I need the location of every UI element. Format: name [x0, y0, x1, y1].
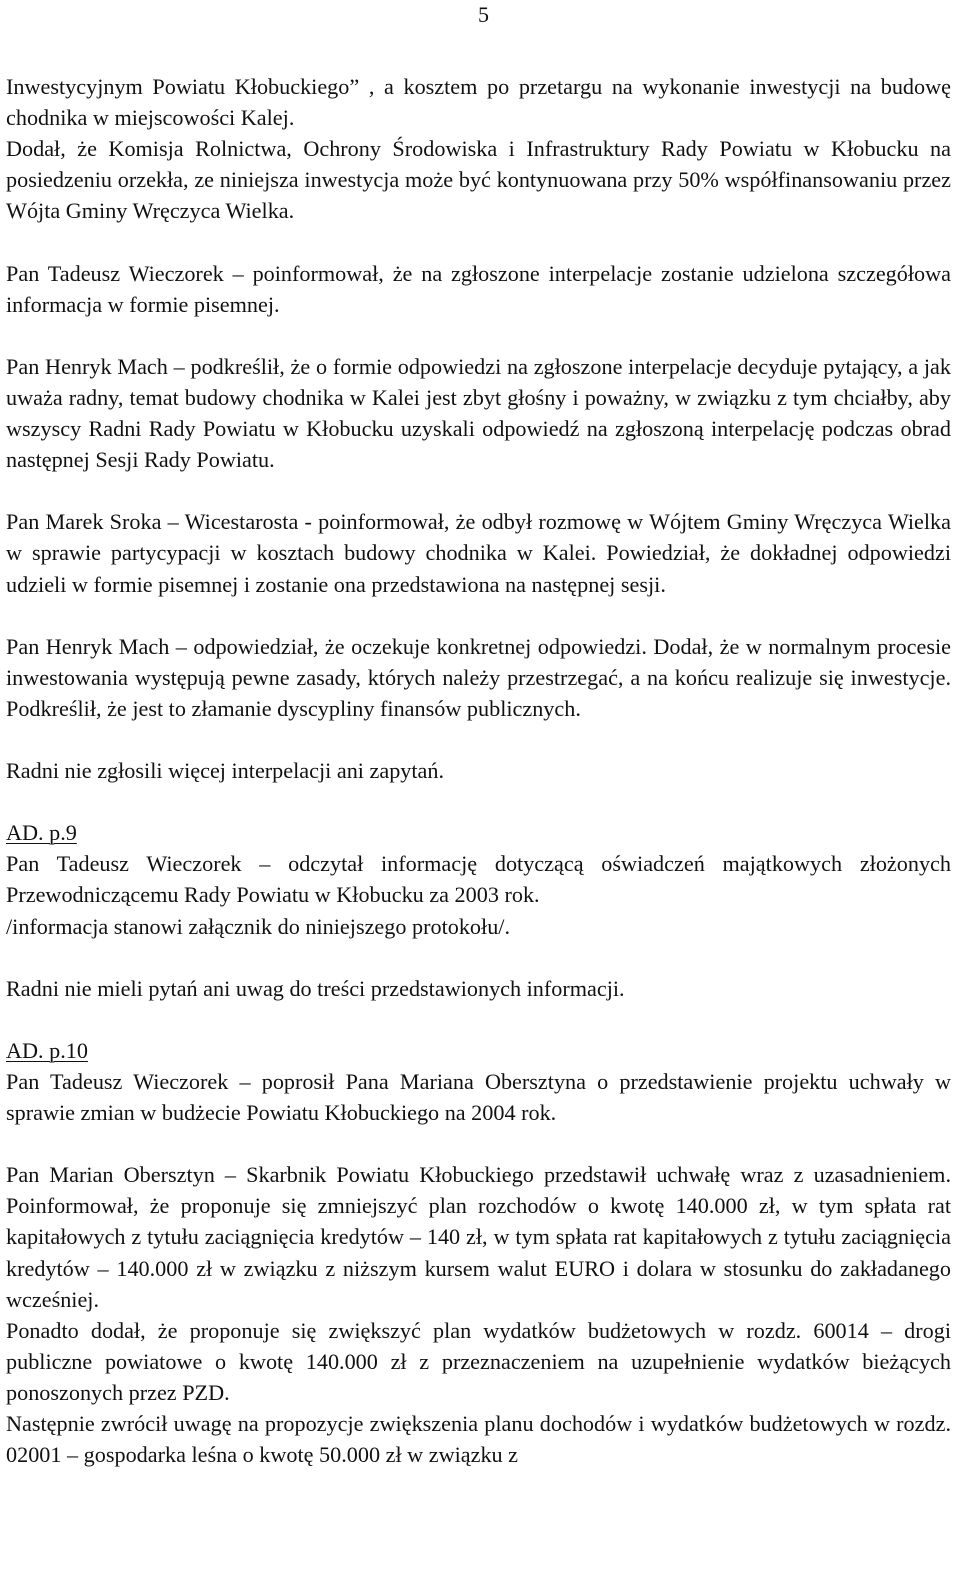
paragraph-6: Pan Henryk Mach – odpowiedział, że oczekuje konkretnej odpowiedzi. Dodał, że w normalnym procesie inwestowania występują pewne zasady, których należy przestrzegać, a na końcu realizuje się inwestycje. Podkreślił, że jest to złamanie dyscypliny finansów publicznych.: [6, 633, 951, 721]
page-number: 5: [478, 2, 489, 27]
spacer: [6, 786, 951, 817]
paragraph-5: Pan Marek Sroka – Wicestarosta - poinformował, że odbył rozmowę w Wójtem Gminy Wręczyca Wielka w sprawie partycypacji w kosztach budowy chodnika w Kalei. Powiedział, że dokładnej odpowiedzi udzieli w formie pisemnej i zostanie ona przedstawiona na następnej sesji.: [6, 509, 951, 597]
spacer: [6, 475, 951, 506]
spacer: [6, 226, 951, 257]
spacer: [6, 724, 951, 755]
paragraph-7: Radni nie zgłosili więcej interpelacji ani zapytań.: [6, 758, 445, 784]
paragraph-4: Pan Henryk Mach – podkreślił, że o formie odpowiedzi na zgłoszone interpelacje decyduje pytający, a jak uważa radny, temat budowy chodnika w Kalei jest zbyt głośny i poważny, w związku z tym chciałby, aby wszyscy Radni Rady Powiatu w Kłobucku uzyskali odpowiedź na zgłoszoną interpelację podczas obrad następnej Sesji Rady Powiatu.: [6, 353, 951, 473]
spacer: [6, 320, 951, 351]
paragraph-9: /informacja stanowi załącznik do niniejszego protokołu/.: [6, 913, 510, 939]
paragraph-10: Radni nie mieli pytań ani uwag do treści przedstawionych informacji.: [6, 975, 625, 1001]
paragraph-13: Ponadto dodał, że proponuje się zwiększyć plan wydatków budżetowych w rozdz. 60014 – drogi publiczne powiatowe o kwotę 140.000 zł z przeznaczeniem na uzupełnienie wydatków bieżących ponoszonych przez PZD.: [6, 1317, 951, 1405]
paragraph-12: Pan Marian Obersztyn – Skarbnik Powiatu Kłobuckiego przedstawił uchwałę wraz z uzasadnieniem. Poinformował, że proponuje się zmniejszyć plan rozchodów o kwotę 140.000 zł, w tym spłata rat kapitałowych z tytułu zaciągnięcia kredytów – 140 zł, w tym spłata rat kapitałowych z tytułu zaciągnięcia kredytów – 140.000 zł w związku z niższym kursem walut EURO i dolara w stosunku do zakładanego wcześniej.: [6, 1162, 951, 1312]
paragraph-1: Inwestycyjnym Powiatu Kłobuckiego” , a kosztem po przetargu na wykonanie inwestycji na budowę chodnika w miejscowości Kalej.: [6, 74, 951, 131]
document-body: [6, 71, 951, 1470]
paragraph-8: Pan Tadeusz Wieczorek – odczytał informację dotyczącą oświadczeń majątkowych złożonych Przewodniczącemu Rady Powiatu w Kłobucku za 2003 rok.: [6, 851, 951, 908]
paragraph-3: Pan Tadeusz Wieczorek – poinformował, że na zgłoszone interpelacje zostanie udzielona szczegółowa informacja w formie pisemnej.: [6, 260, 951, 317]
paragraph-11: Pan Tadeusz Wieczorek – poprosił Pana Mariana Obersztyna o przedstawienie projektu uchwały w sprawie zmian w budżecie Powiatu Kłobuckiego na 2004 rok.: [6, 1069, 951, 1126]
paragraph-2: Dodał, że Komisja Rolnictwa, Ochrony Środowiska i Infrastruktury Rady Powiatu w Kłobucku na posiedzeniu orzekła, ze niniejsza inwestycja może być kontynuowana przy 50% współfinansowaniu przez Wójta Gminy Wręczyca Wielka.: [6, 136, 951, 224]
section-heading-ad-9: AD. p.9: [6, 820, 77, 846]
paragraph-14: Następnie zwrócił uwagę na propozycje zwiększenia planu dochodów i wydatków budżetowych w rozdz. 02001 – gospodarka leśna o kwotę 50.000 zł w związku z: [6, 1411, 951, 1468]
spacer: [6, 1128, 951, 1159]
spacer: [6, 1004, 951, 1035]
section-heading-ad-10: AD. p.10: [6, 1037, 88, 1063]
spacer: [6, 942, 951, 973]
spacer: [6, 600, 951, 631]
